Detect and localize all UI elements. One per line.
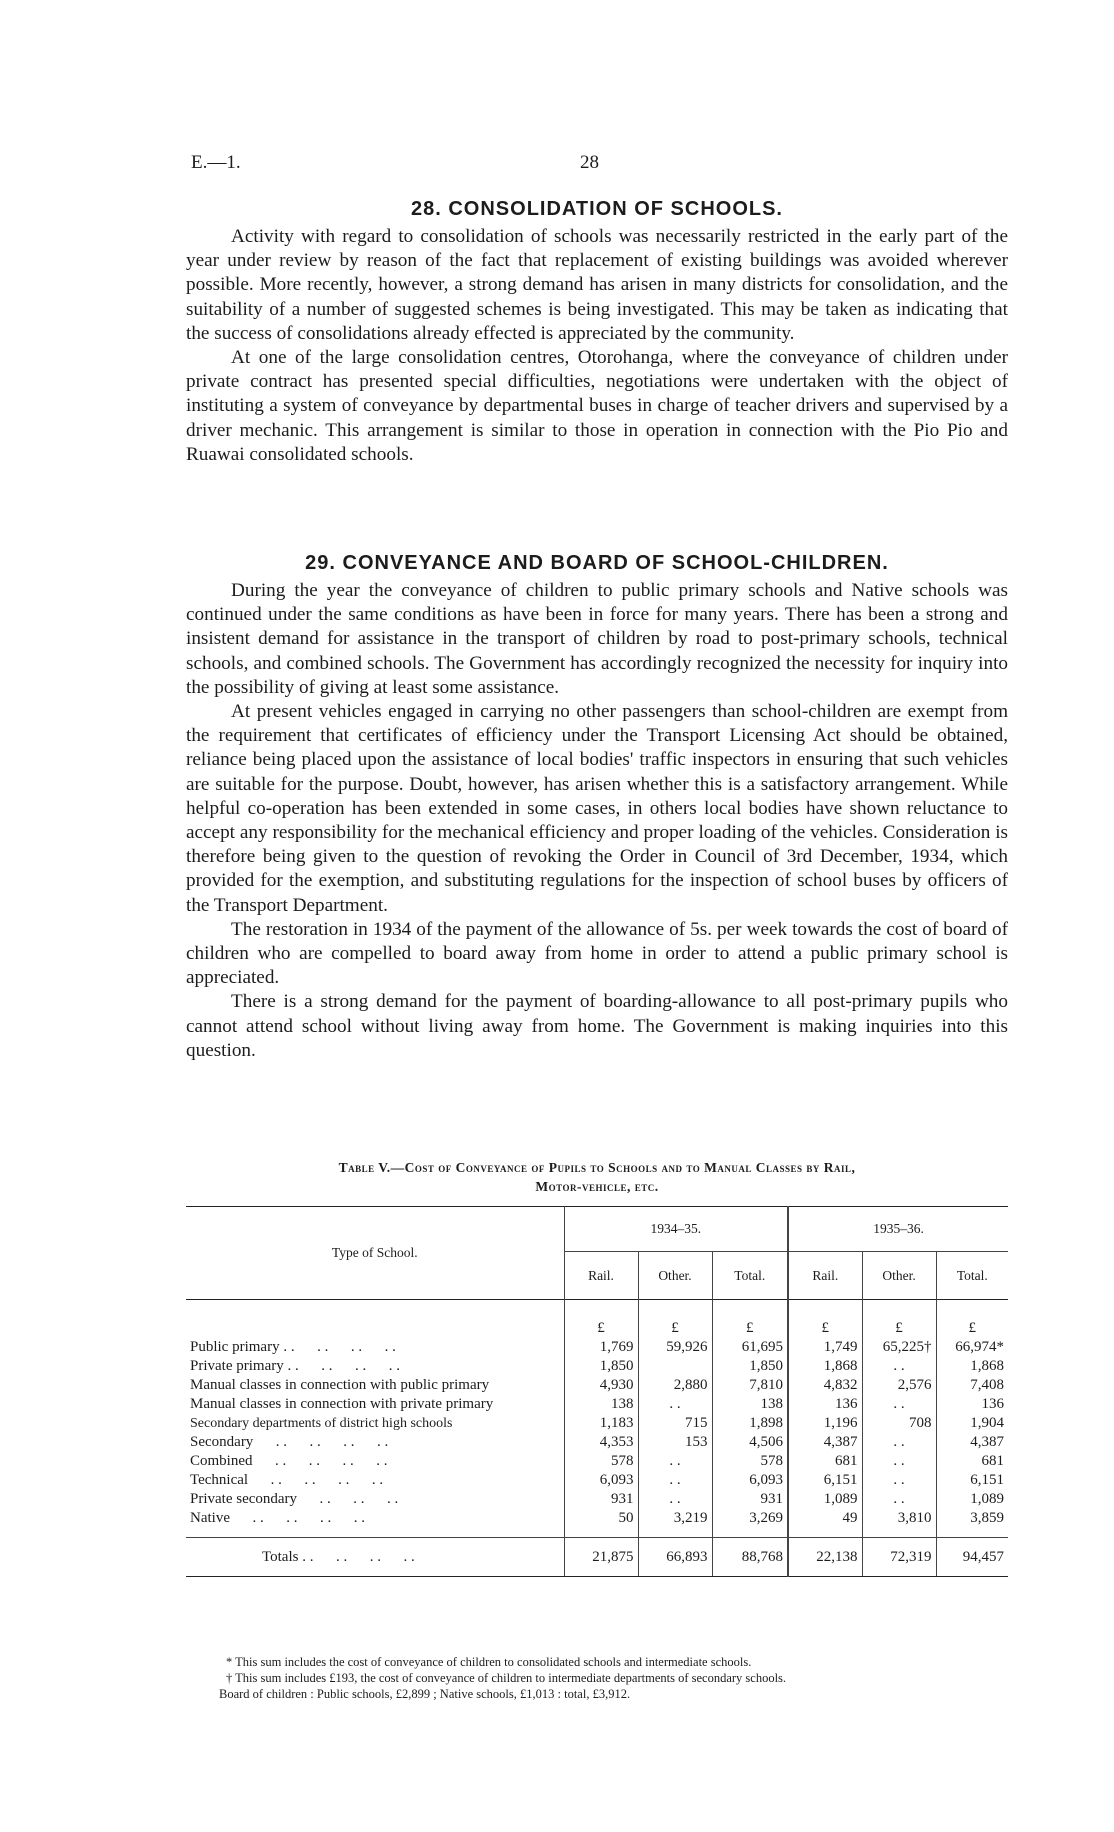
row-label: Secondary . . . . . . . . [186, 1433, 564, 1452]
totals-row [186, 1538, 1008, 1577]
table-cell: 136 [788, 1395, 862, 1414]
column-header: Other. [862, 1252, 936, 1300]
currency-unit: £ [862, 1300, 936, 1339]
paragraph: Activity with regard to consolidation of schools was necessarily restricted in the early part of the year under review by reason of the fact that replacement of existing buildings was avoided wherever possible. More recently, however, a strong demand has arisen in many districts for consolidation, and the suitability of a number of suggested schemes is being investigated. This may be taken as indicating that the success of consolidations already effected is appreciated by the community. [186, 226, 1008, 344]
table-cell: 6,151 [788, 1471, 862, 1490]
table-cell: 1,089 [970, 1491, 1005, 1507]
table-cell: 708 [862, 1414, 936, 1433]
year-header: 1935–36. [788, 1207, 1008, 1252]
table-cell: 1,868 [970, 1358, 1005, 1374]
table-cell [186, 1300, 564, 1339]
table-title [186, 1158, 1008, 1196]
section-heading: 28. CONSOLIDATION OF SCHOOLS. [411, 198, 783, 220]
table-row [186, 1452, 1008, 1471]
table-cell: 4,387 [788, 1433, 862, 1452]
table-cell: 3,859 [970, 1510, 1005, 1526]
table-cell: 3,219 [638, 1509, 712, 1538]
row-label: Native . . . . . . . . [186, 1509, 564, 1538]
table-row [186, 1509, 1008, 1538]
table-cell: . . [638, 1471, 712, 1490]
table-cell: 22,138 [788, 1538, 862, 1577]
currency-unit: £ [788, 1300, 862, 1339]
table-cell: 1,196 [788, 1414, 862, 1433]
table-row [186, 1490, 1008, 1509]
table-title-line: Table V.—Cost of Conveyance of Pupils to Schools and to Manual Classes by Rail, [338, 1160, 856, 1175]
footnote: Board of children : Public schools, £2,899 ; Native schools, £1,013 : total, £3,912. [219, 1687, 631, 1701]
paragraph: At one of the large consolidation centres, Otorohanga, where the conveyance of children under private contract has presented special difficulties, negotiations were undertaken with the object of instituting a system of conveyance by departmental buses in charge of teacher drivers and supervised by a driver mechanic. This arrangement is similar to those in operation in connection with the Pio Pio and Ruawai consolidated schools. [186, 347, 1008, 465]
paragraph: The restoration in 1934 of the payment of the allowance of 5s. per week towards the cost of board of children who are compelled to board away from home in order to attend a public primary school is appreciated. [186, 918, 1008, 989]
table-cell: 136 [981, 1396, 1005, 1412]
table-cell: 4,387 [970, 1434, 1005, 1450]
table-cell: 1,904 [970, 1415, 1005, 1431]
table-cell: 681 [788, 1452, 862, 1471]
totals-label: Totals . . . . . . . . [186, 1538, 564, 1577]
table-row [186, 1376, 1008, 1395]
table-cell: 3,810 [862, 1509, 936, 1538]
section-consolidation [186, 198, 1008, 467]
table-cell: 61,695 [712, 1338, 788, 1357]
table-cell: 153 [638, 1433, 712, 1452]
table-cell: 1,898 [712, 1414, 788, 1433]
table-row [186, 1395, 1008, 1414]
table-cell: 59,926 [638, 1338, 712, 1357]
row-label: Technical . . . . . . . . [186, 1471, 564, 1490]
table-cell: 138 [712, 1395, 788, 1414]
table-cell: 4,353 [564, 1433, 638, 1452]
table-cell: 3,269 [712, 1509, 788, 1538]
table-footnotes [219, 1654, 1026, 1702]
table-cell: 49 [788, 1509, 862, 1538]
row-label: Manual classes in connection with public primary [186, 1376, 564, 1395]
table-cell: 94,457 [936, 1538, 1008, 1577]
table-cell: 50 [564, 1509, 638, 1538]
table-cell: 578 [564, 1452, 638, 1471]
table-cell: 72,319 [862, 1538, 936, 1577]
row-label: Private primary . . . . . . . . [186, 1357, 564, 1376]
table-cell: 6,151 [970, 1472, 1005, 1488]
column-header: Total. [712, 1252, 788, 1300]
table-cell: 931 [712, 1490, 788, 1509]
table-cell: 138 [564, 1395, 638, 1414]
table-cell: 65,225† [862, 1338, 936, 1357]
table-cell: 578 [712, 1452, 788, 1471]
row-label: Combined . . . . . . . . [186, 1452, 564, 1471]
table-cell: 1,089 [788, 1490, 862, 1509]
row-label: Private secondary . . . . . . [186, 1490, 564, 1509]
table-cell: 6,093 [564, 1471, 638, 1490]
series-reference: E.—1. [191, 152, 241, 173]
paragraph: There is a strong demand for the payment of boarding-allowance to all post-primary pupils who cannot attend school without living away from home. The Government is making inquiries into this question. [186, 991, 1008, 1061]
table-cell [638, 1357, 712, 1376]
table-cell: 66,974* [955, 1339, 1005, 1355]
section-heading: 29. CONVEYANCE AND BOARD OF SCHOOL-CHILDREN. [305, 552, 889, 574]
table-cell: 7,810 [712, 1376, 788, 1395]
row-label: Secondary departments of district high schools [186, 1414, 564, 1433]
column-header: Rail. [564, 1252, 638, 1300]
footnote: † This sum includes £193, the cost of conveyance of children to intermediate departments of secondary schools. [226, 1671, 787, 1685]
table-cell: 1,868 [788, 1357, 862, 1376]
type-of-school-header: Type of School. [186, 1207, 564, 1300]
table-cell: . . [638, 1452, 712, 1471]
table-cell: 4,506 [712, 1433, 788, 1452]
table-cell: 931 [564, 1490, 638, 1509]
currency-unit: £ [936, 1300, 1008, 1339]
table-cell: 4,832 [788, 1376, 862, 1395]
table-cell: 681 [981, 1453, 1005, 1469]
table-cell: . . [862, 1433, 936, 1452]
footnote: * This sum includes the cost of conveyance of children to consolidated schools and intermediate schools. [226, 1655, 752, 1669]
table-cell: . . [862, 1357, 936, 1376]
page-number: 28 [580, 152, 599, 173]
table-cell: 2,880 [638, 1376, 712, 1395]
year-header: 1934–35. [564, 1207, 788, 1252]
section-conveyance [186, 552, 1008, 1063]
paragraph: At present vehicles engaged in carrying no other passengers than school-children are exempt from the requirement that certificates of efficiency under the Transport Licensing Act should be obtained, reliance being placed upon the assistance of local bodies' traffic inspectors in ensuring that such vehicles are suitable for the purpose. Doubt, however, has arisen whether this is a satisfactory arrangement. While helpful co-operation has been extended in some cases, in others local bodies have shown reluctance to accept any responsibility for the mechanical efficiency and proper loading of the vehicles. Consideration is therefore being given to the question of revoking the Order in Council of 3rd December, 1934, which provided for the exemption, and substituting regulations for the inspection of school buses by officers of the Transport Department. [186, 701, 1008, 916]
table-cell: 715 [638, 1414, 712, 1433]
table-cell: . . [638, 1490, 712, 1509]
column-header: Rail. [788, 1252, 862, 1300]
table-cell: 1,769 [564, 1338, 638, 1357]
table-cell: 66,893 [638, 1538, 712, 1577]
table-row [186, 1471, 1008, 1490]
currency-unit: £ [564, 1300, 638, 1339]
table-cell: 21,875 [564, 1538, 638, 1577]
table-cell: . . [862, 1471, 936, 1490]
table-row [186, 1338, 1008, 1357]
table-cell: 88,768 [712, 1538, 788, 1577]
table-cell: . . [862, 1395, 936, 1414]
table-cell: 1,850 [564, 1357, 638, 1376]
table-row [186, 1433, 1008, 1452]
row-label: Public primary . . . . . . . . [186, 1338, 564, 1357]
paragraph: During the year the conveyance of children to public primary schools and Native schools was continued under the same conditions as have been in force for many years. There has been a strong and insistent demand for assistance in the transport of children by road to post-primary schools, technical schools, and combined schools. The Government has accordingly recognized the necessity for inquiry into the possibility of giving at least some assistance. [186, 580, 1008, 698]
table-cell: . . [862, 1452, 936, 1471]
column-header: Total. [956, 1267, 988, 1283]
table-cell: . . [638, 1395, 712, 1414]
currency-unit: £ [712, 1300, 788, 1339]
table-cell: 6,093 [712, 1471, 788, 1490]
currency-unit: £ [638, 1300, 712, 1339]
table-cell: 7,408 [970, 1377, 1005, 1393]
table-row [186, 1357, 1008, 1376]
conveyance-cost-table [186, 1206, 1008, 1577]
row-label: Manual classes in connection with private primary [186, 1395, 564, 1414]
table-cell: 1,850 [712, 1357, 788, 1376]
table-cell: 2,576 [862, 1376, 936, 1395]
column-header: Other. [638, 1252, 712, 1300]
table-row [186, 1414, 1008, 1433]
table-cell: 1,749 [788, 1338, 862, 1357]
table-cell: 4,930 [564, 1376, 638, 1395]
table-cell: 1,183 [564, 1414, 638, 1433]
table-cell: . . [862, 1490, 936, 1509]
table-title-line: Motor-vehicle, etc. [535, 1179, 659, 1194]
